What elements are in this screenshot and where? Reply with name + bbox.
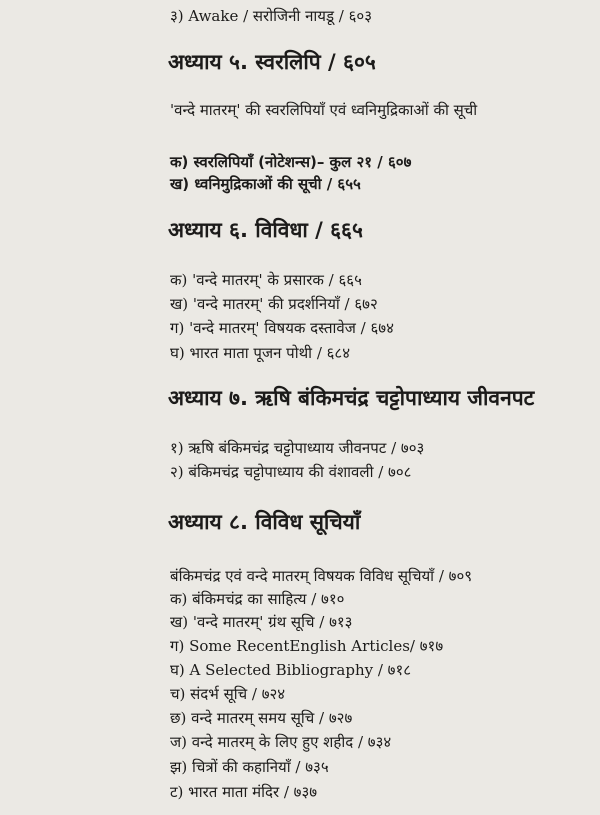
chapter-6-item-a: क) 'वन्दे मातरम्' के प्रसारक / ६६५ <box>170 271 362 289</box>
chapter-5-heading: अध्याय ५. स्वरलिपि / ६०५ <box>168 50 376 74</box>
toc-entry-awake: ३) Awake / सरोजिनी नायडू / ६०३ <box>170 7 372 25</box>
chapter-7-heading: अध्याय ७. ऋषि बंकिमचंद्र चट्टोपाध्याय जीवनपट <box>168 386 535 410</box>
chapter-8-heading: अध्याय ८. विविध सूचियाँ <box>168 510 361 534</box>
chapter-8-intro: बंकिमचंद्र एवं वन्दे मातरम् विषयक विविध सूचियाँ / ७०९ <box>170 567 473 585</box>
chapter-8-item-chha: छ) वन्दे मातरम् समय सूचि / ७२७ <box>170 709 353 727</box>
chapter-5-item-a: क) स्वरलिपियाँ (नोटेशन्स)– कुल २१ / ६०७ <box>170 153 412 171</box>
chapter-8-item-ka: क) बंकिमचंद्र का साहित्य / ७१० <box>170 590 345 608</box>
chapter-8-item-ja: ज) वन्दे मातरम् के लिए हुए शहीद / ७३४ <box>170 733 392 751</box>
chapter-6-item-b: ख) 'वन्दे मातरम्' की प्रदर्शनियाँ / ६७२ <box>170 295 378 313</box>
chapter-6-heading: अध्याय ६. विविधा / ६६५ <box>168 218 363 242</box>
chapter-8-item-cha: च) संदर्भ सूचि / ७२४ <box>170 685 286 703</box>
chapter-6-item-d: घ) भारत माता पूजन पोथी / ६८४ <box>170 344 351 362</box>
chapter-5-intro: 'वन्दे मातरम्' की स्वरलिपियाँ एवं ध्वनिमुद्रिकाओं की सूची <box>170 101 478 119</box>
chapter-6-item-c: ग) 'वन्दे मातरम्' विषयक दस्तावेज / ६७४ <box>170 319 394 337</box>
chapter-7-item-1: १) ऋषि बंकिमचंद्र चट्टोपाध्याय जीवनपट / ७०३ <box>170 439 425 457</box>
chapter-8-item-ga: ग) Some RecentEnglish Articles/ ७१७ <box>170 637 444 655</box>
chapter-5-item-b: ख) ध्वनिमुद्रिकाओं की सूची / ६५५ <box>170 175 361 193</box>
chapter-8-item-kha: ख) 'वन्दे मातरम्' ग्रंथ सूचि / ७१३ <box>170 613 353 631</box>
chapter-8-item-jha: झ) चित्रों की कहानियाँ / ७३५ <box>170 758 329 776</box>
chapter-8-item-ta: ट) भारत माता मंदिर / ७३७ <box>170 783 318 801</box>
chapter-8-item-gha: घ) A Selected Bibliography / ७१८ <box>170 661 412 679</box>
chapter-7-item-2: २) बंकिमचंद्र चट्टोपाध्याय की वंशावली / ७०८ <box>170 463 412 481</box>
